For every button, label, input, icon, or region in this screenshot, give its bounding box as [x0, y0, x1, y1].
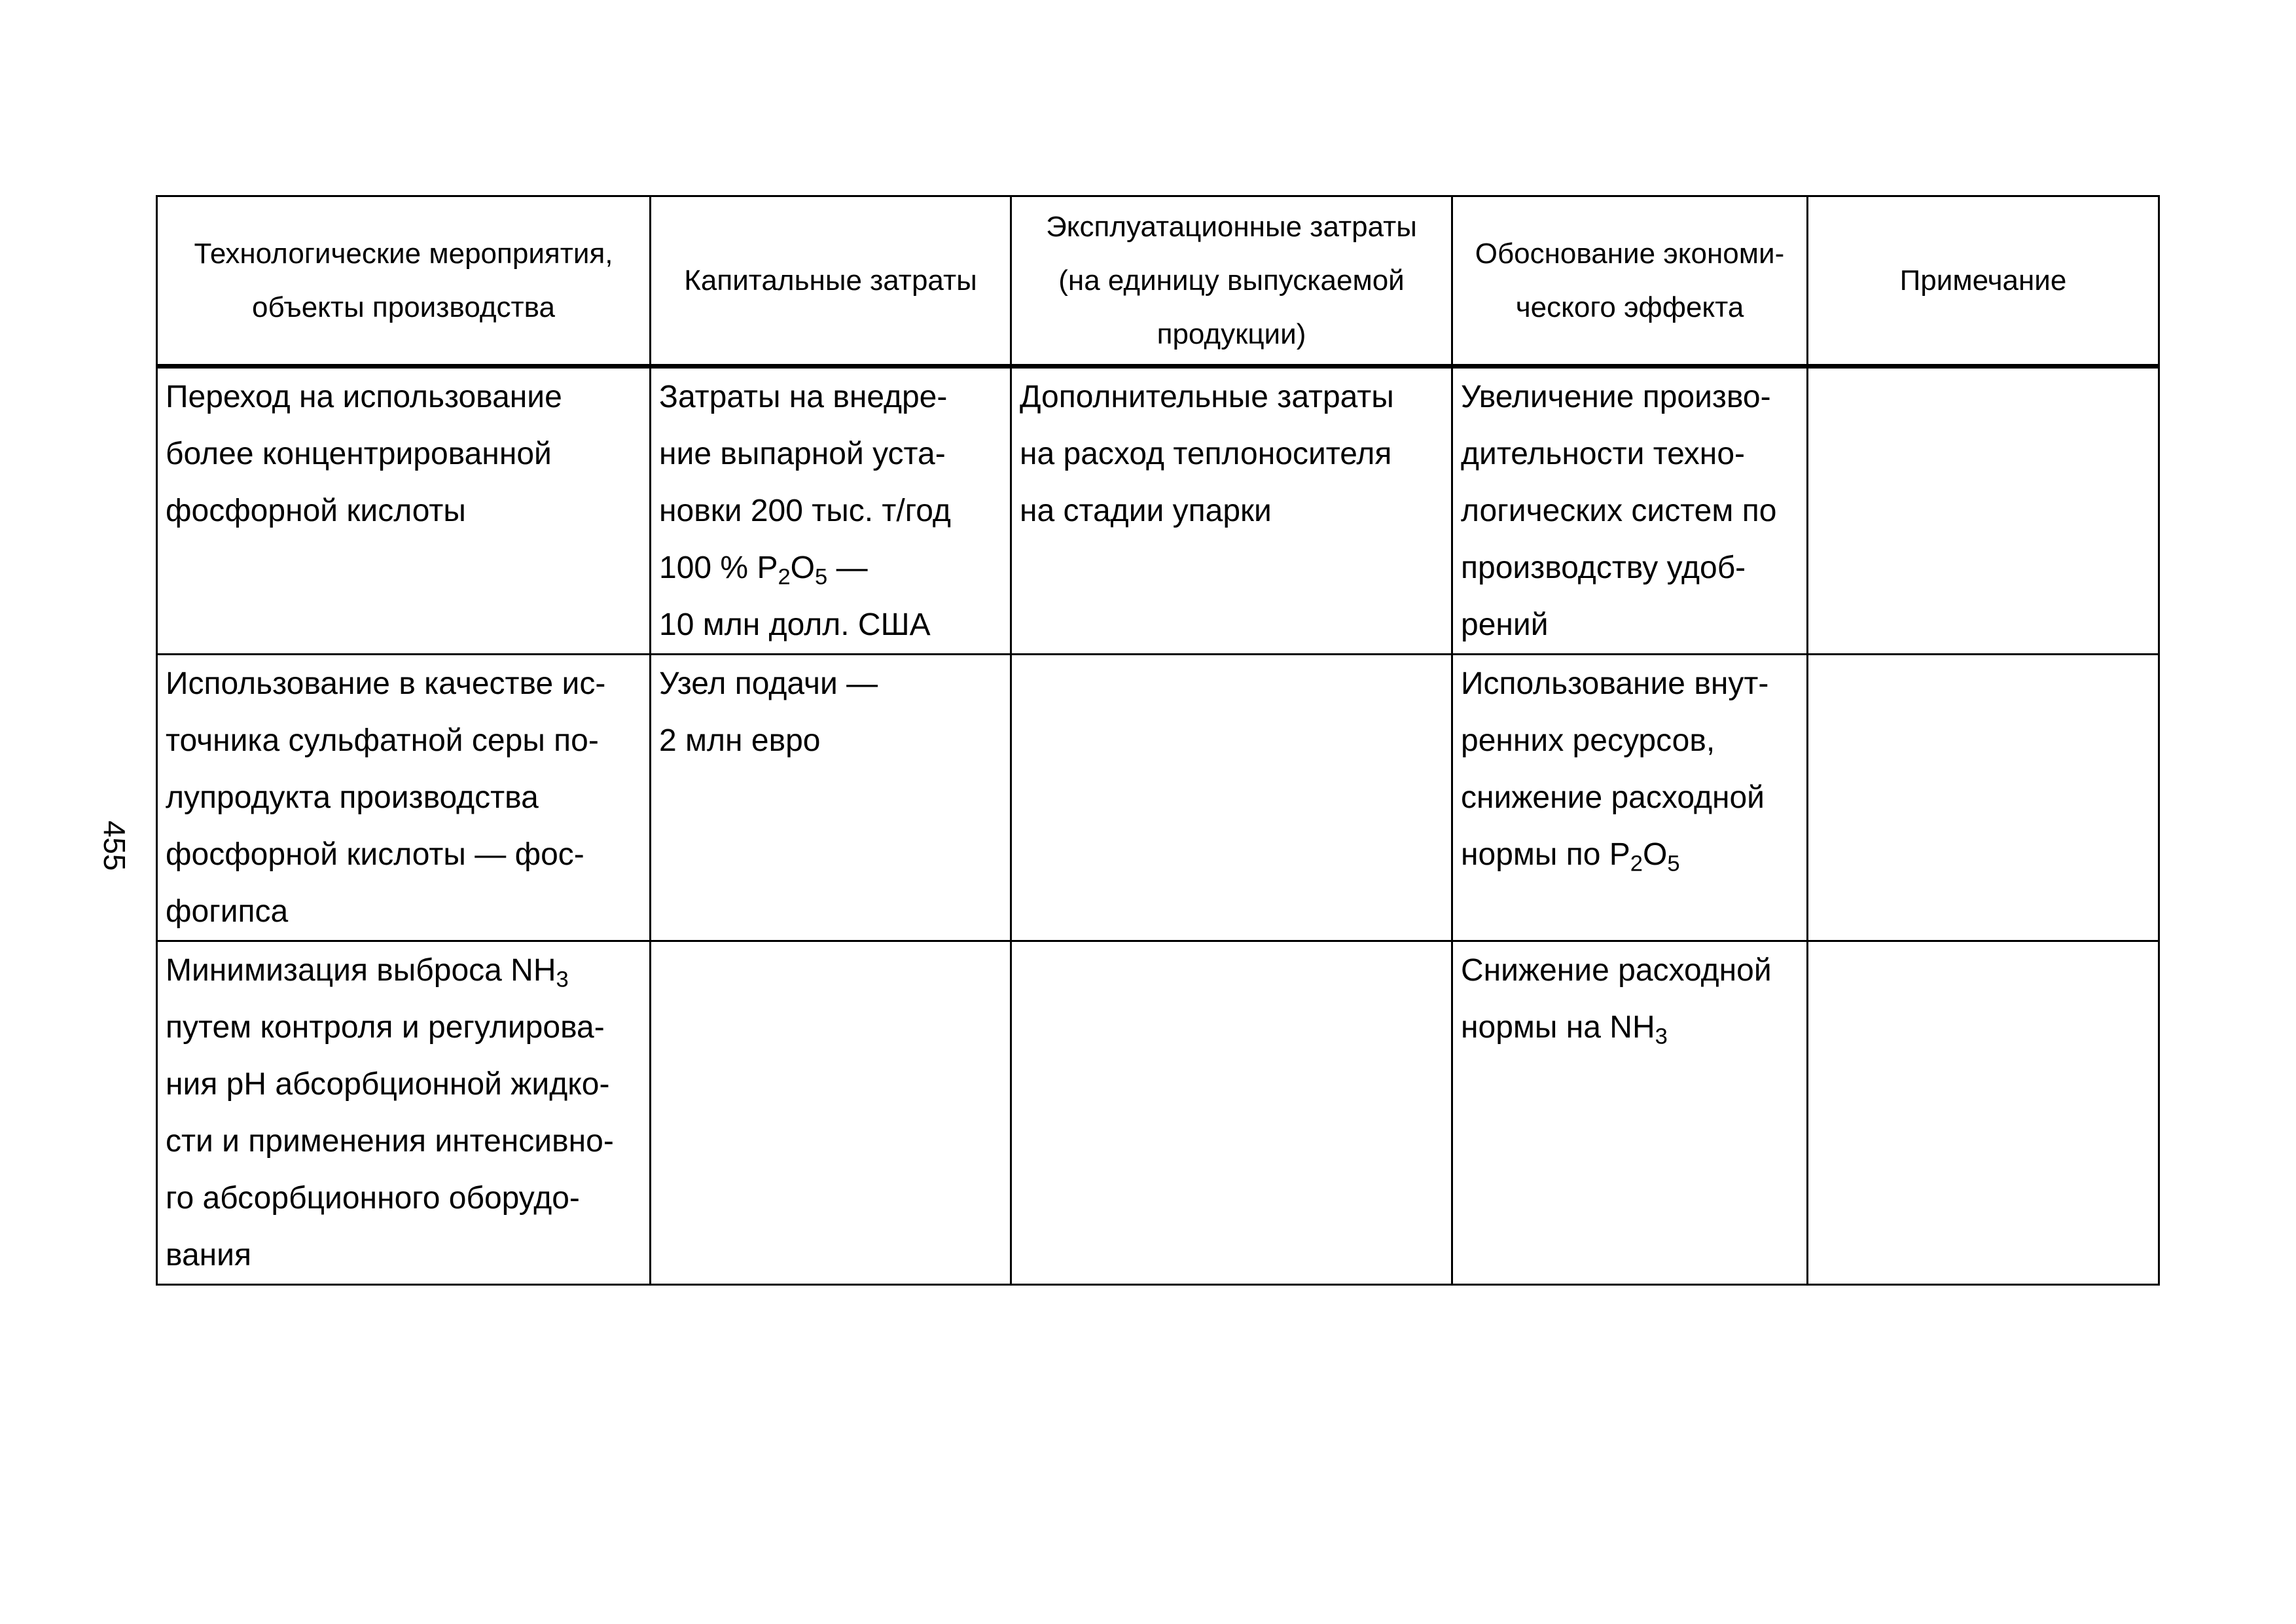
formula-p2o5: 100 % $P_2O_5$ —	[659, 550, 868, 590]
cell-operating-costs	[1011, 941, 1452, 1285]
cell-operating-costs: Дополнительные затраты на расход теплоносителя на стадии упарки	[1011, 367, 1452, 655]
table-row	[157, 655, 2159, 941]
header-capital-costs: Капитальные затраты	[651, 196, 1011, 367]
table-header-row	[157, 196, 2159, 367]
table-row	[157, 941, 2159, 1285]
cell-capital-costs	[651, 941, 1011, 1285]
cell-note	[1808, 655, 2159, 941]
cell-measure: Переход на использование более концентрированной фосфорной кислоты	[157, 367, 651, 655]
cell-note	[1808, 941, 2159, 1285]
cell-capital-costs: Затраты на внедре- ние выпарной уста- новки 200 тыс. т/год 100 % $P_2O_5$ — 10 млн долл. США	[651, 367, 1011, 655]
cell-justification: Увеличение произво- дительности техно- логических систем по производству удоб- рений	[1452, 367, 1808, 655]
page-number: 455	[98, 820, 132, 871]
cell-justification: Использование внут- ренних ресурсов, снижение расходной нормы по $P_2O_5$	[1452, 655, 1808, 941]
table-row	[157, 367, 2159, 655]
header-economic-justification: Обоснование экономи- ческого эффекта	[1452, 196, 1808, 367]
cell-capital-costs: Узел подачи — 2 млн евро	[651, 655, 1011, 941]
header-note: Примечание	[1808, 196, 2159, 367]
cell-measure: Использование в качестве ис- точника сульфатной серы по- лупродукта производства фосфорной кислоты — фос- фогипса	[157, 655, 651, 941]
measures-table	[156, 195, 2160, 1286]
cell-operating-costs	[1011, 655, 1452, 941]
header-measures: Технологические мероприятия, объекты производства	[157, 196, 651, 367]
formula-nh3: нормы на $NH_3$	[1461, 1010, 1668, 1049]
cell-measure: Минимизация выброса $NH_3$ путем контроля и регулирова- ния pH абсорбционной жидко- сти и применения интенсивно- го абсорбционного оборудо- вания	[157, 941, 651, 1285]
formula-nh3: Минимизация выброса $NH_3$	[166, 953, 569, 992]
cell-justification: Снижение расходной нормы на $NH_3$	[1452, 941, 1808, 1285]
cell-note	[1808, 367, 2159, 655]
formula-p2o5: нормы по $P_2O_5$	[1461, 837, 1680, 876]
header-operating-costs: Эксплуатационные затраты (на единицу выпускаемой продукции)	[1011, 196, 1452, 367]
